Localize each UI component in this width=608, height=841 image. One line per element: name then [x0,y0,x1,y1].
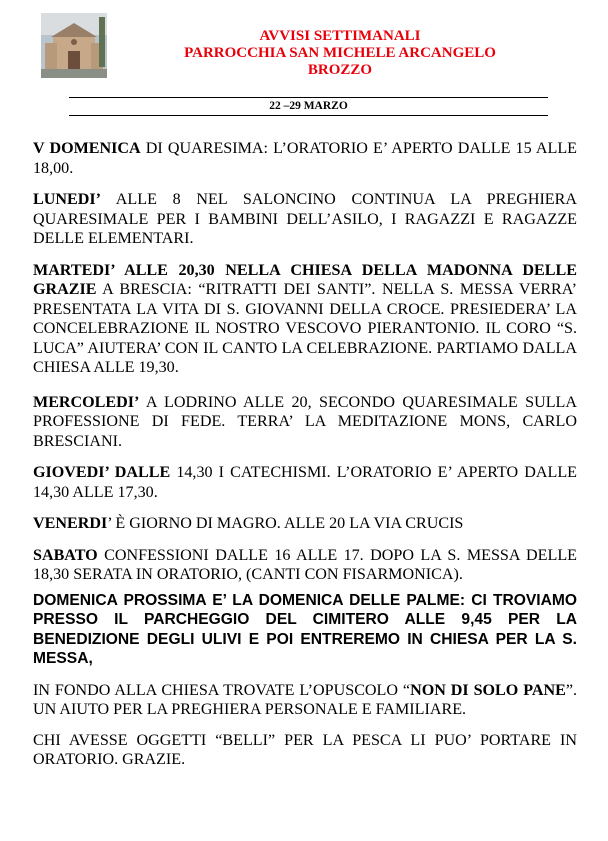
header [0,0,608,112]
notice-lead: SABATO [33,546,98,564]
notice-text: DI QUARESIMA: L’ORATORIO E’ APERTO DALLE 15 ALLE 18,00. [33,140,577,177]
notice-text: A LODRINO ALLE 20, SECONDO QUARESIMALE SULLA PROFESSIONE DI FEDE. TERRA’ LA MEDITAZIONE MONS, CARLO BRESCIANI. [33,393,577,450]
notice-title [130,28,550,79]
notice-text: IN FONDO ALLA CHIESA TROVATE L’OPUSCOLO “ [33,681,411,699]
notice-monday [33,190,577,249]
notice-text: ALLE 8 NEL SALONCINO CONTINUA LA PREGHIERA QUARESIMALE PER I BAMBINI DELL’ASILO, I RAGAZZI E RAGAZZE DELLE ELEMENTARI. [33,191,577,247]
divider-top [69,97,548,98]
church-icon [41,13,107,78]
notice-lead: GIOVEDI’ DALLE [33,464,171,481]
title-line-1: AVVISI SETTIMANALI [259,28,421,44]
notice-lead: MARTEDI’ ALLE 20,30 NELLA CHIESA DELLA MADONNA DELLE GRAZIE [33,261,577,298]
notice-lead: VENERDI [33,515,108,532]
date-range: 22 –29 MARZO [269,100,348,112]
notice-lead: V DOMENICA [33,140,141,157]
booklet-title: NON DI SOLO PANE [410,681,566,699]
notice-text: ’ È GIORNO DI MAGRO. ALLE 20 LA VIA CRUCIS [107,515,464,532]
notice-text: CONFESSIONI DALLE 16 ALLE 17. DOPO LA S. MESSA DELLE 18,30 SERATA IN ORATORIO, (CANTI CON FISARMONICA). [33,546,577,583]
notice-text: 14,30 I CATECHISMI. L’ORATORIO E’ APERTO DALLE 14,30 ALLE 17,30. [33,464,577,501]
notice-text: A BRESCIA: “RITRATTI DEI SANTI”. NELLA S. MESSA VERRA’ PRESENTATA LA VITA DI S. GIOVANNI DELLA CROCE. PRESIEDERA’ LA CONCELEBRAZIONE IL NOSTRO VESCOVO PIERANTONIO. IL CORO “S. LUCA” AIUTERA’ CON IL CANTO LA CELEBRAZIONE. PARTIAMO DALLA CHIESA ALLE 19,30. [33,281,577,376]
notice-booklet [33,681,577,720]
notice-tuesday [33,261,577,378]
notice-text: ”. UN AIUTO PER LA PREGHIERA PERSONALE E FAMILIARE. [33,681,577,719]
notices-body [33,139,577,770]
notice-wednesday [33,393,577,452]
notice-sunday [33,139,577,178]
notice-lottery: CHI AVESSE OGGETTI “BELLI” PER LA PESCA LI PUO’ PORTARE IN ORATORIO. GRAZIE. [33,731,577,769]
notice-saturday [33,546,577,585]
notice-lead: LUNEDI’ [33,191,101,208]
church-photo [41,13,107,78]
title-line-2: PARROCCHIA SAN MICHELE ARCANGELO [184,45,496,61]
notice-friday [33,514,577,534]
notice-lead: MERCOLEDI’ [33,393,140,411]
divider-bottom [69,115,548,116]
notice-palm-sunday: DOMENICA PROSSIMA E’ LA DOMENICA DELLE PALME: CI TROVIAMO PRESSO IL PARCHEGGIO DEL CIMITERO ALLE 9,45 PER LA BENEDIZIONE DEGLI ULIVI E POI ENTREREMO IN CHIESA PER LA S. MESSA, [33,591,577,668]
title-line-3: BROZZO [307,62,373,78]
notice-thursday [33,463,577,502]
